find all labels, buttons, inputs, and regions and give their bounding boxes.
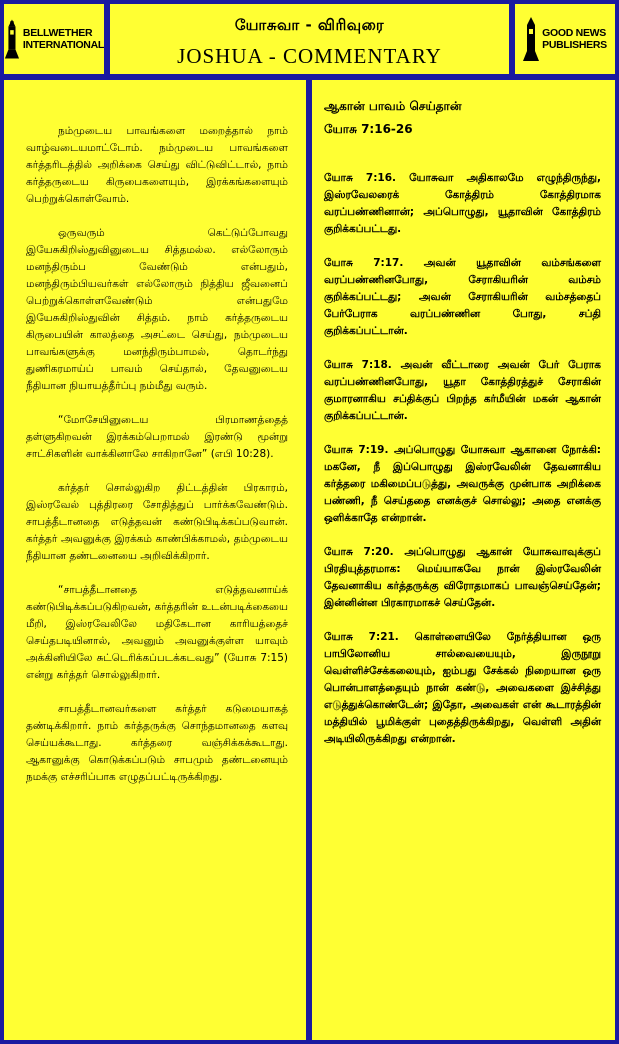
- verse-7-16: யோசு 7:16. யோசுவா அதிகாலமே எழுந்திருந்து, இஸ்ரவேலரைக் கோத்திரம் கோத்திரமாக வரப்பண்ணினான்; அப்பொழுது, யூதாவின் கோத்திரம் குறிக்கப்பட்டது.: [324, 172, 601, 235]
- bellwether-logo: [4, 4, 104, 74]
- title-english: JOSHUA - COMMENTARY: [177, 44, 442, 68]
- verse-7-18: யோசு 7:18. அவன் வீட்டாரை அவன் பேர் பேராக வரப்பண்ணினபோது, யூதா கோத்திரத்துச் சேராகின் குமாரனாகிய சப்திக்குப் பிறந்த கர்மீயின் மகன் ஆகான் குறிக்கப்பட்டான்.: [324, 359, 601, 422]
- commentary-paragraph: “சாபத்தீடானதை எடுத்தவனாய்க் கண்டுபிடிக்கப்படுகிறவன், கர்த்தரின் உடன்படிக்கையை மீறி, இஸ்ரவேலிலே மதிகேடான காரியத்தைச் செய்தபடியினால், அவனும் அவனுக்குள்ள யாவும் அக்கினியிலே சுட்டெரிக்கப்படக்கடவது” (யோசு 7:15) என்று கர்த்தர் சொல்லுகிறார்.: [26, 584, 288, 681]
- good-news-tower-icon: [523, 17, 539, 61]
- commentary-column: [4, 80, 306, 1040]
- logo-right-line-2: PUBLISHERS: [542, 39, 607, 51]
- scripture-heading: ஆகான் பாவம் செய்தான்: [324, 99, 462, 113]
- scripture-reference: யோசு 7:16-26: [324, 122, 413, 136]
- scripture-column: [312, 80, 615, 1040]
- verse-7-20: யோசு 7:20. அப்பொழுது ஆகான் யோசுவாவுக்குப் பிரதியுத்தரமாக: மெய்யாகவே நான் இஸ்ரவேலின் தேவனாகிய கர்த்தருக்கு விரோதமாகப் பாவஞ்செய்தேன்; இன்னின்ன பிரகாரமாகச் செய்தேன்.: [324, 546, 601, 609]
- verse-7-17: யோசு 7:17. அவன் யூதாவின் வம்சங்களை வரப்பண்ணினபோது, சேராகியரின் வம்சம் குறிக்கப்பட்டது; அவன் சேராகியரின் வம்சத்தைப் பேர்பேராக வரப்பண்ணின போது, சப்தி குறிக்கப்பட்டான்.: [324, 257, 601, 337]
- good-news-logo: [515, 4, 615, 74]
- logo-left-line-2: INTERNATIONAL: [22, 39, 104, 51]
- title-tamil: யோசுவா - விரிவுரை: [234, 16, 385, 34]
- commentary-paragraph: கர்த்தர் சொல்லுகிற திட்டத்தின் பிரகாரம், இஸ்ரவேல் புத்திரரை சோதித்துப் பார்க்கவேண்டும். சாபத்தீடானதை எடுத்தவன் கண்டுபிடிக்கப்படுவான். கர்த்தர் அவனுக்கு இரக்கம் காண்பிக்காமல், தம்முடைய நீதியான தண்டனையை அறிவிக்கிறார்.: [26, 482, 288, 562]
- commentary-paragraph: சாபத்தீடானவர்களை கர்த்தர் கடுமையாகத் தண்டிக்கிறார். நாம் கர்த்தருக்கு சொந்தமானதை களவு செய்யக்கூடாது. கர்த்தரை வஞ்சிக்கக்கூடாது. ஆகானுக்கு கொடுக்கப்படும் சாபமும் தண்டனையும் நமக்கு எச்சரிப்பாக எழுதப்பட்டிருக்கிறது.: [26, 703, 288, 783]
- verse-7-21: யோசு 7:21. கொள்ளையிலே நேர்த்தியான ஒரு பாபிலோனிய சால்வையையும், இருநூறு வெள்ளிச்சேக்கலையும், ஐம்பது சேக்கல் நிறையான ஒரு பொன்பாளத்தையும் நான் கண்டு, அவைகளை இச்சித்து எடுத்துக்கொண்டேன்; இதோ, அவைகள் என் கூடாரத்தின் மத்தியில் பூமிக்குள் புதைத்திருக்கிறது, வெள்ளி அதின் அடியிலிருக்கிறது என்றான்.: [324, 631, 601, 745]
- commentary-paragraph: “மோசேயினுடைய பிரமாணத்தைத் தள்ளுகிறவன் இரக்கம்பெறாமல் இரண்டு மூன்று சாட்சிகளின் வாக்கினாலே சாகிறானே” (எபி 10:28).: [26, 414, 288, 460]
- verse-7-19: யோசு 7:19. அப்பொழுது யோசுவா ஆகானை நோக்கி: மகனே, நீ இப்பொழுது இஸ்ரவேலின் தேவனாகிய கர்த்தரை மகிமைப்படுத்து, அவருக்கு முன்பாக அறிக்கை பண்ணி, நீ செய்ததை எனக்குச் சொல்லு; அதை எனக்கு ஒளிக்காதே என்றான்.: [324, 444, 601, 524]
- logo-right-line-1: GOOD NEWS: [542, 27, 606, 39]
- logo-left-line-1: BELLWETHER: [22, 27, 93, 39]
- bellwether-tower-icon: [4, 17, 20, 61]
- commentary-paragraph: ஒருவரும் கெட்டுப்போவது இயேசுகிறிஸ்துவினுடைய சித்தமல்ல. எல்லோரும் மனந்திரும்ப வேண்டும் என்பதும், மனந்திரும்பியவர்கள் எல்லோரும் நித்திய ஜீவனைப் பெற்றுக்கொள்ளவேண்டும் என்பதுமே இயேசுகிறிஸ்துவின் சித்தம். நாம் கர்த்தருடைய கிருபையின் காலத்தை அசட்டை செய்து, நம்முடைய பாவங்களுக்கு மனந்திரும்பாமல், தொடர்ந்து துணிகரமாய்ப் பாவம் செய்தால், தேவனுடைய நீதியான நியாயத்தீர்ப்பு நம்மீது வரும்.: [26, 227, 288, 392]
- commentary-paragraph: நம்முடைய பாவங்களை மறைத்தால் நாம் வாழ்வடையமாட்டோம். நம்முடைய பாவங்களை கர்த்தரிடத்தில் அறிக்கை செய்து விட்டுவிட்டால், நாம் கர்த்தருடைய கிருபைகளையும், இரக்கங்களையும் பெற்றுக்கொள்வோம்.: [26, 125, 288, 205]
- page-header: [110, 4, 509, 74]
